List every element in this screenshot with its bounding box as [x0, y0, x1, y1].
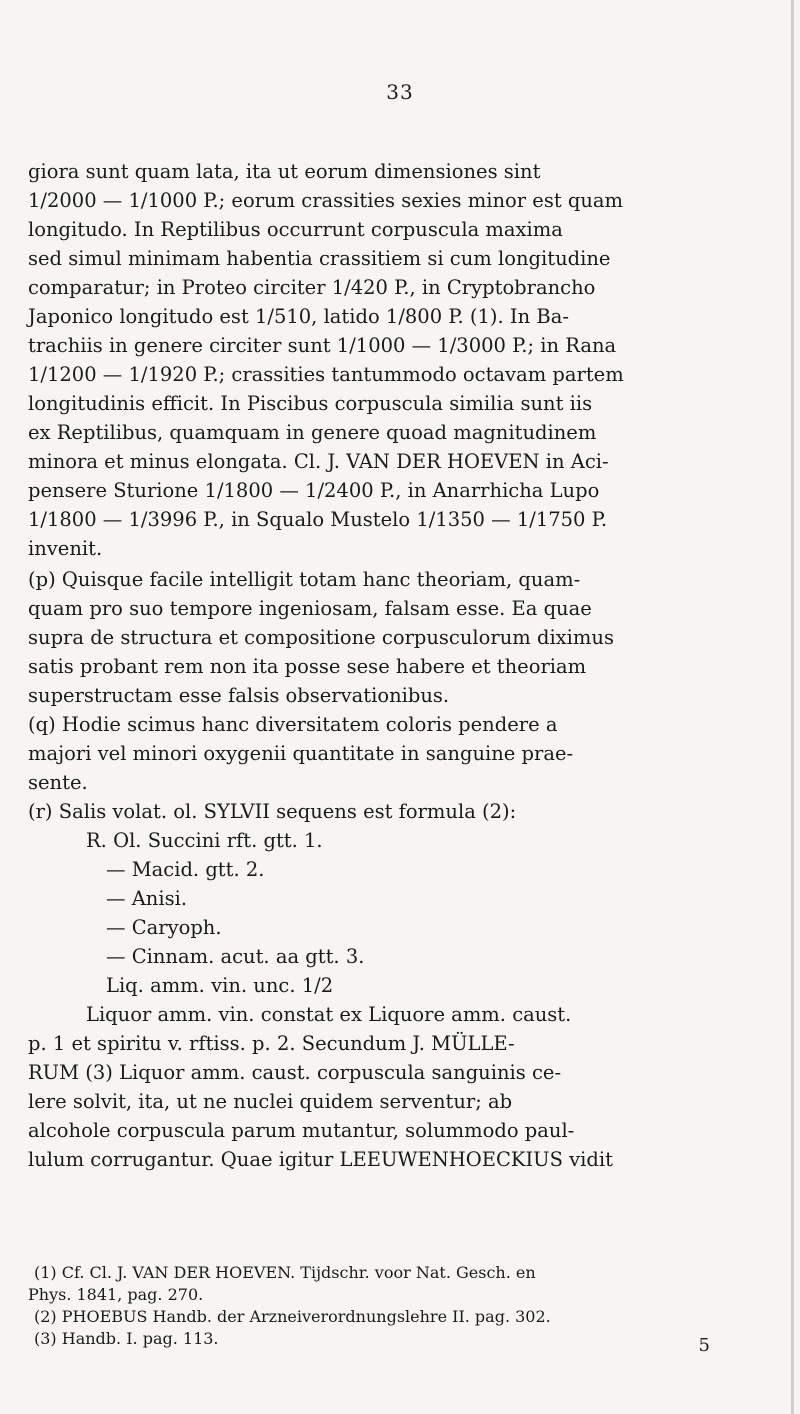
- footnote-line: (3) Handb. I. pag. 113.: [34, 1329, 219, 1348]
- text-line: quam pro suo tempore ingeniosam, falsam esse. Ea quae: [28, 597, 592, 620]
- text-line: superstructam esse falsis observationibus.: [28, 684, 450, 707]
- recipe-line: — Anisi.: [106, 887, 188, 910]
- text-line: (q) Hodie scimus hanc diversitatem coloris pendere a: [28, 713, 558, 736]
- text-line: ex Reptilibus, quamquam in genere quoad magnitudinem: [28, 421, 597, 444]
- text-line: 1/1800 — 1/3996 P., in Squalo Mustelo 1/1350 — 1/1750 P.: [28, 508, 608, 531]
- text-line: lere solvit, ita, ut ne nuclei quidem serventur; ab: [28, 1090, 513, 1113]
- text-line: (p) Quisque facile intelligit totam hanc theoriam, quam-: [28, 568, 581, 591]
- recipe-line: — Cinnam. acut. aa gtt. 3.: [106, 945, 365, 968]
- recipe-line: Liq. amm. vin. unc. 1/2: [106, 974, 334, 997]
- text-line: satis probant rem non ita posse sese habere et theoriam: [28, 655, 587, 678]
- recipe-line: R. Ol. Succini rft. gtt. 1.: [86, 829, 323, 852]
- text-line: comparatur; in Proteo circiter 1/420 P., in Cryptobrancho: [28, 276, 596, 299]
- recipe-line: — Caryoph.: [106, 916, 222, 939]
- text-line: longitudo. In Reptilibus occurrunt corpuscula maxima: [28, 218, 563, 241]
- text-line: minora et minus elongata. Cl. J. VAN DER HOEVEN in Aci-: [28, 450, 609, 473]
- text-line: 1/1200 — 1/1920 P.; crassities tantummodo octavam partem: [28, 363, 624, 386]
- text-line: giora sunt quam lata, ita ut eorum dimensiones sint: [28, 160, 541, 183]
- page-edge-shadow: [791, 0, 794, 1414]
- text-line: trachiis in genere circiter sunt 1/1000 — 1/3000 P.; in Rana: [28, 334, 617, 357]
- text-line: alcohole corpuscula parum mutantur, solummodo paul-: [28, 1119, 575, 1142]
- text-line: sed simul minimam habentia crassitiem si cum longitudine: [28, 247, 611, 270]
- text-line: Japonico longitudo est 1/510, latido 1/800 P. (1). In Ba-: [28, 305, 569, 328]
- text-line: sente.: [28, 771, 88, 794]
- text-line: invenit.: [28, 537, 103, 560]
- text-line: RUM (3) Liquor amm. caust. corpuscula sanguinis ce-: [28, 1061, 562, 1084]
- text-line: p. 1 et spiritu v. rftiss. p. 2. Secundum J. MÜLLE-: [28, 1032, 515, 1055]
- footnote-line: (1) Cf. Cl. J. VAN DER HOEVEN. Tijdschr. voor Nat. Gesch. en: [34, 1263, 536, 1282]
- text-line: lulum corrugantur. Quae igitur LEEUWENHOECKIUS vidit: [28, 1148, 613, 1171]
- footnote-line: (2) PHOEBUS Handb. der Arzneiverordnungslehre II. pag. 302.: [34, 1307, 551, 1326]
- text-line: supra de structura et compositione corpusculorum diximus: [28, 626, 614, 649]
- page-number: 33: [386, 80, 414, 104]
- text-line: (r) Salis volat. ol. SYLVII sequens est formula (2):: [28, 800, 517, 823]
- text-line: Liquor amm. vin. constat ex Liquore amm. caust.: [86, 1003, 572, 1026]
- text-line: 1/2000 — 1/1000 P.; eorum crassities sexies minor est quam: [28, 189, 624, 212]
- footnote-line: Phys. 1841, pag. 270.: [28, 1285, 204, 1304]
- text-line: pensere Sturione 1/1800 — 1/2400 P., in Anarrhicha Lupo: [28, 479, 600, 502]
- text-line: majori vel minori oxygenii quantitate in sanguine prae-: [28, 742, 574, 765]
- text-line: longitudinis efficit. In Piscibus corpuscula similia sunt iis: [28, 392, 593, 415]
- signature-mark: 5: [698, 1335, 710, 1356]
- recipe-line: — Macid. gtt. 2.: [106, 858, 265, 881]
